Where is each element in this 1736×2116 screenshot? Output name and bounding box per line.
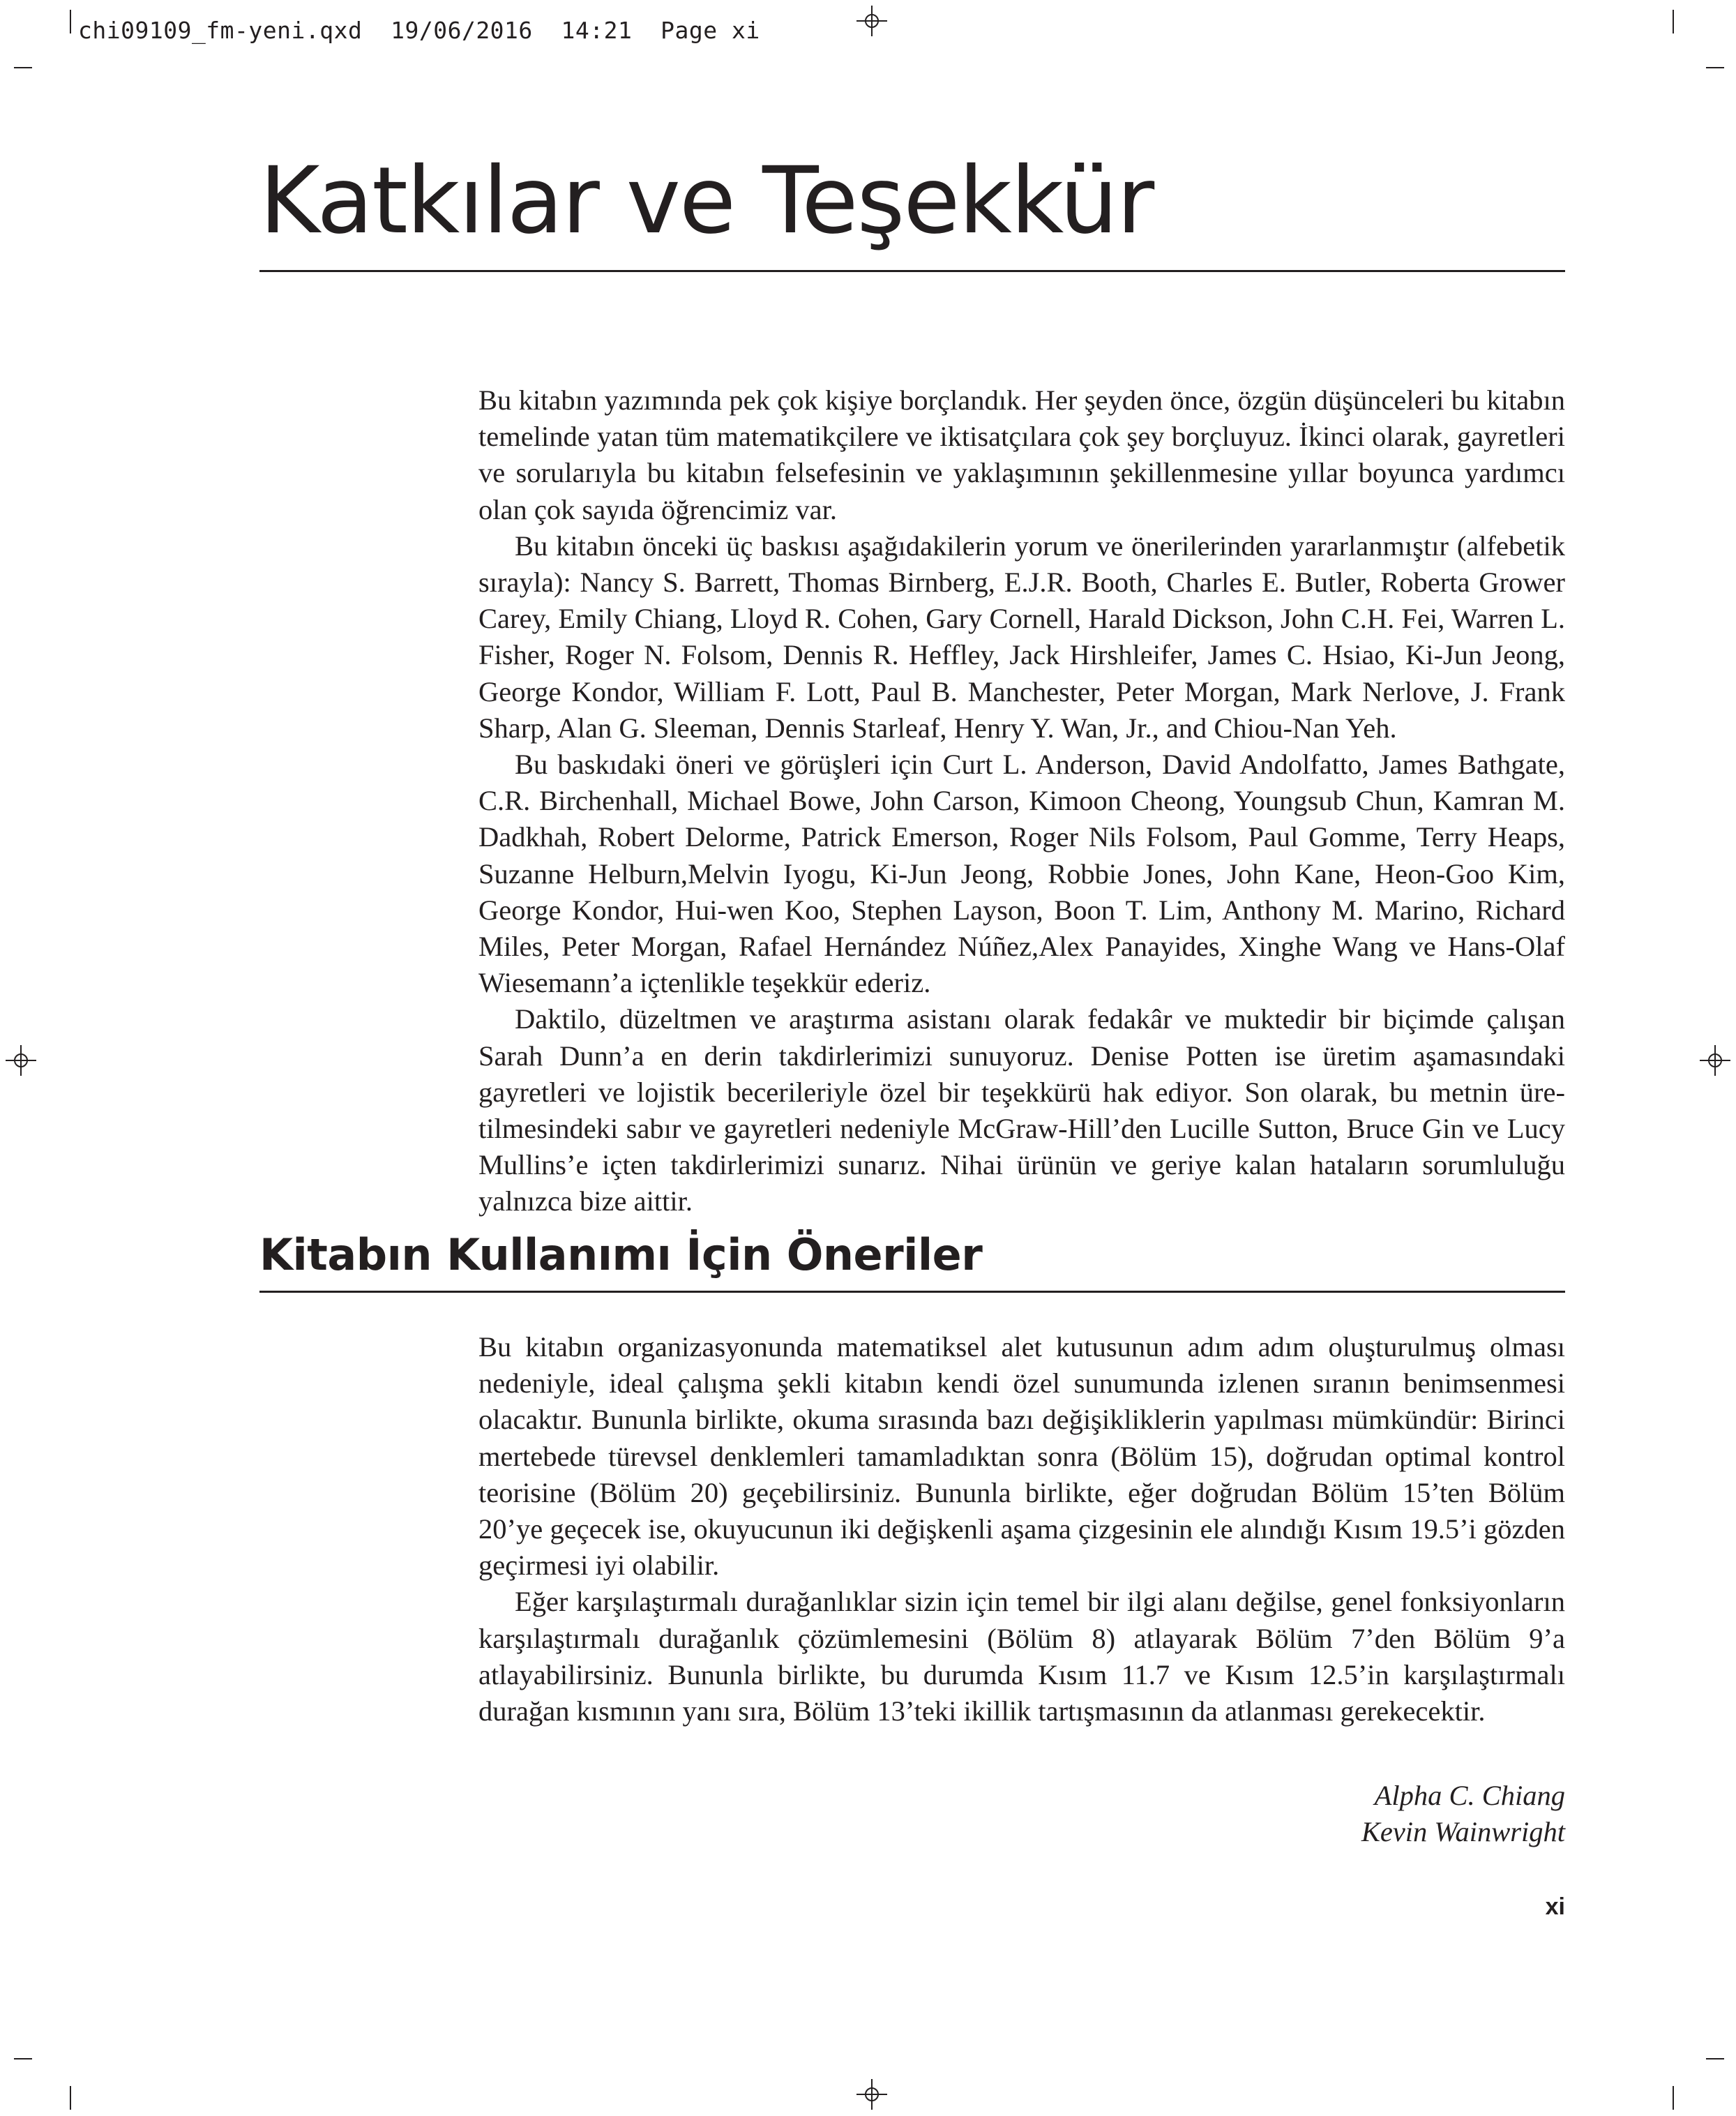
signature	[1361, 1778, 1565, 1850]
registration-mark-left-icon	[6, 1045, 36, 1076]
slug-time: 14:21	[561, 17, 633, 44]
section-title: Kitabın Kullanımı İçin Öneriler	[259, 1229, 983, 1280]
chapter-title-rule	[259, 270, 1565, 272]
slug-date: 19/06/2016	[391, 17, 533, 44]
print-slug	[78, 17, 760, 44]
acknowledgement-paragraph: Bu baskıdaki öneri ve görüşleri için Curt L. Anderson, David Andolfatto, James Bathgate, C.R. Birchenhall, Michael Bowe, John Carson, Kimoon Cheong, Youngsub Chun, Kamran M. Dadkhah, Robert Delorme, Patrick Emerson, Roger Nils Folsom, Paul Gomme, Terry Heaps, Suzanne Helburn,Melvin Iyogu, Ki-Jun Jeong, Robbie Jones, John Kane, Heon-Goo Kim, George Kondor, Hui-wen Koo, Stephen Layson, Boon T. Lim, Anthony M. Marino, Richard Miles, Peter Morgan, Rafael Hernández Núñez,Alex Panayides, Xinghe Wang ve Hans-Olaf Wiesemann’a içtenlikle teşekkür ederiz.	[478, 749, 1565, 999]
slug-page: Page xi	[661, 17, 760, 44]
crop-mark-top-right-h	[1706, 67, 1724, 68]
acknowledgement-paragraph: Daktilo, düzeltmen ve araştırma asistanı olarak fedakâr ve muktedir bir biçimde çalışan Sarah Dunn’a en derin takdirlerimizi sunuyoruz. Denise Potten ise üretim aşamasındaki gayretleri ve lojistik becerileriyle özel bir teşekkürü hak ediyor. Son olarak, bu metnin üretilmesindeki sabır ve gayretleri nedeniyle McGraw-Hill’den Lucille Sutton, Bruce Gin ve Lucy Mullins’e içten takdirlerimizi sunarız. Nihai ürünün ve geriye kalan hataların sorumluluğu yalnızca bize aittir.	[478, 1003, 1565, 1217]
acknowledgement-paragraph: Bu kitabın yazımında pek çok kişiye borçlandık. Her şeyden önce, özgün düşünceleri bu kitabın temelinde yatan tüm matematikçilere ve iktisatçılara çok şey borçluyuz. İkinci olarak, gayretleri ve sorularıyla bu kitabın felsefesinin ve yaklaşımının şekillenmesine yıllar boyunca yardımcı olan çok sayıda öğrencimiz var.	[478, 384, 1565, 525]
suggestions-text	[478, 1329, 1565, 1729]
section-title-rule	[259, 1291, 1565, 1293]
acknowledgements-text	[478, 382, 1565, 1220]
crop-mark-top-left-v	[70, 10, 71, 33]
crop-mark-top-right-v	[1673, 10, 1674, 33]
page-number: xi	[1545, 1893, 1565, 1920]
crop-mark-bottom-right-v	[1673, 2086, 1674, 2110]
acknowledgement-paragraph: Bu kitabın önceki üç baskısı aşağıdakilerin yorum ve önerilerinden yararlanmıştır (alfebetik sırayla): Nancy S. Barrett, Thomas Birnberg, E.J.R. Booth, Charles E. Butler, Roberta Grower Carey, Emily Chiang, Lloyd R. Cohen, Gary Cornell, Harald Dickson, John C.H. Fei, Warren L. Fisher, Roger N. Folsom, Dennis R. Heffley, Jack Hirshleifer, James C. Hsiao, Ki-Jun Jeong, George Kondor, William F. Lott, Paul B. Manchester, Peter Morgan, Mark Nerlove, J. Frank Sharp, Alan G. Sleeman, Dennis Starleaf, Henry Y. Wan, Jr., and Chiou-Nan Yeh.	[478, 530, 1565, 744]
crop-mark-bottom-left-h	[14, 2058, 32, 2059]
crop-mark-bottom-left-v	[70, 2086, 71, 2110]
registration-mark-bottom-icon	[856, 2079, 887, 2110]
suggestion-paragraph: Eğer karşılaştırmalı durağanlıklar sizin için temel bir ilgi alanı değilse, genel fonksiyonların karşılaştırmalı durağanlık çözümlemesini (Bölüm 8) atlayarak Bölüm 7’den Bölüm 9’a atlayabilirsiniz. Bununla birlikte, bu durumda Kısım 11.7 ve Kısım 12.5’in karşılaştırmalı durağan kısmının yanı sıra, Bölüm 13’teki ikillik tartışmasının da atlanması gerekecektir.	[478, 1586, 1565, 1727]
chapter-title: Katkılar ve Teşekkür	[259, 147, 1154, 255]
author-name: Alpha C. Chiang	[1374, 1780, 1565, 1811]
registration-mark-top-icon	[856, 6, 887, 36]
author-name: Kevin Wainwright	[1361, 1816, 1565, 1847]
registration-mark-right-icon	[1700, 1045, 1730, 1076]
slug-file: chi09109_fm-yeni.qxd	[78, 17, 363, 44]
crop-mark-top-left-h	[14, 67, 32, 68]
suggestion-paragraph: Bu kitabın organizasyonunda matematiksel alet kutusunun adım adım oluşturulmuş olması nedeniyle, ideal çalışma şekli kitabın kendi özel sunumunda izlenen sıranın benimsenmesi olacaktır. Bununla birlikte, okuma sırasında bazı değişikliklerin yapılması mümkündür: Birinci mertebede türevsel denklemleri tamamladıktan sonra (Bölüm 15), doğrudan optimal kontrol teorisine (Bölüm 20) geçebilirsiniz. Bununla birlikte, eğer doğrudan Bölüm 15’ten Bölüm 20’ye geçecek ise, okuyucunun iki değişkenli aşama çizgesinin ele alındığı Kısım 19.5’i gözden geçirmesi iyi olabilir.	[478, 1331, 1565, 1582]
crop-mark-bottom-right-h	[1706, 2058, 1724, 2059]
